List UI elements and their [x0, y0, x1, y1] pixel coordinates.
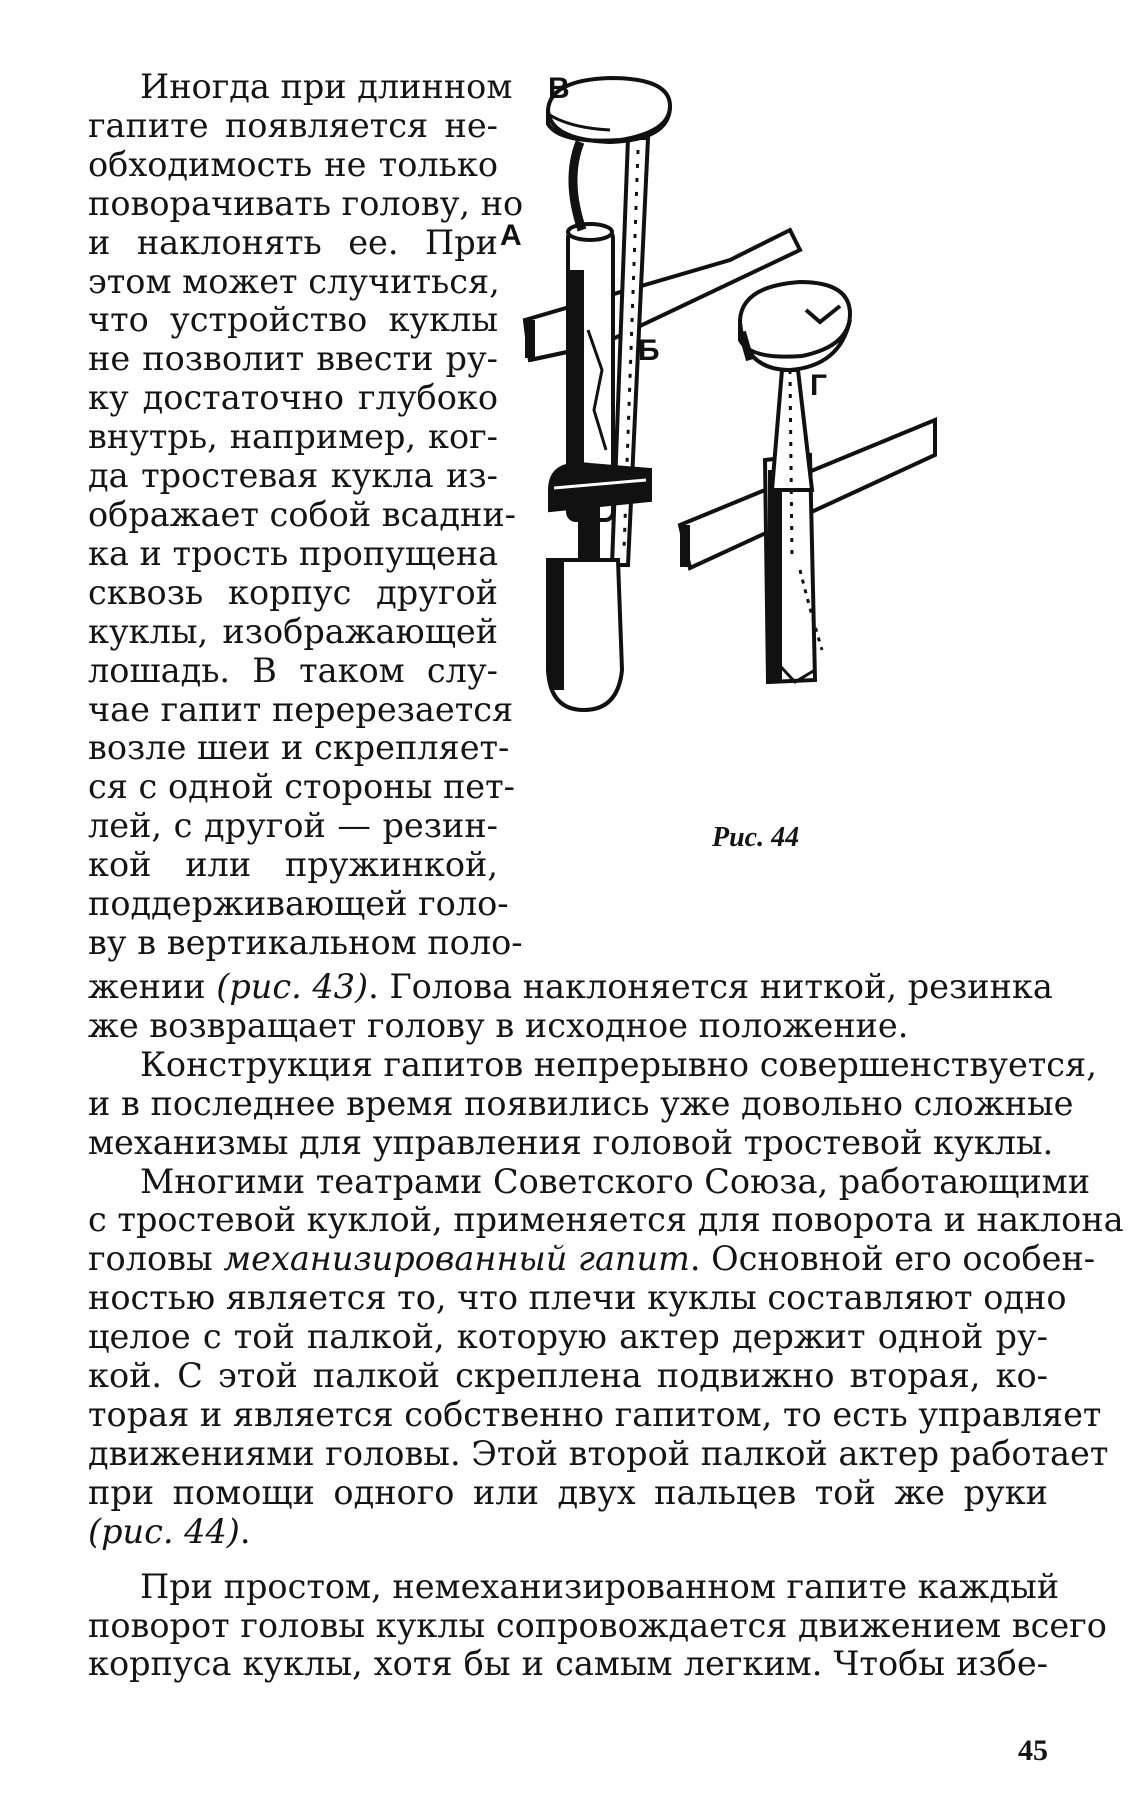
text-line: лошадь. В таком слу-	[88, 650, 498, 690]
text-line: сквозь корпус другой	[88, 572, 498, 612]
text-line: кой или пружинкой,	[88, 845, 498, 885]
text-line: внутрь, например, ког-	[88, 417, 498, 457]
text-line: механизмы для управления головой тростевой куклы.	[88, 1122, 1054, 1162]
full-width-text	[88, 967, 1124, 1684]
text-line: возле шеи и скрепляет-	[88, 728, 510, 768]
label-g: Г	[810, 369, 828, 402]
mechanism-right	[680, 282, 935, 682]
text-line: Конструкция гапитов непрерывно совершенствуется,	[140, 1044, 1097, 1084]
emphasis-term: механизированный гапит	[223, 1239, 690, 1279]
paragraph-2	[88, 1044, 1097, 1163]
text-line: Многими театрами Советского Союза, работающими	[140, 1161, 1091, 1201]
text-line: гапите появляется не-	[88, 105, 498, 145]
text-line: корпуса куклы, хотя бы и самым легким. Чтобы избе-	[88, 1644, 1048, 1684]
page-number: 45	[1018, 1734, 1048, 1767]
text-line: при помощи одного или двух пальцев той же руки	[88, 1472, 1048, 1512]
paragraph-4	[88, 1566, 1107, 1685]
label-a: А	[500, 219, 522, 252]
text-line: же возвращает голову в исходное положение.	[88, 1005, 909, 1045]
text-line: движениями головы. Этой второй палкой актер работает	[88, 1433, 1109, 1473]
text-line: что устройство куклы	[88, 300, 498, 340]
paragraph-3	[88, 1161, 1124, 1552]
text-line: поворачивать голову, но	[88, 183, 524, 223]
text-line: лей, с другой — резин-	[88, 806, 498, 846]
figure-44-illustration	[500, 70, 1040, 830]
text-line: головы механизированный гапит. Основной его особен-	[88, 1239, 1096, 1279]
paragraph-gap	[88, 1552, 1048, 1568]
figure-reference: (рис. 43)	[216, 967, 369, 1006]
text-line: и наклонять ее. При	[88, 222, 498, 262]
text-line: торая и является собственно гапитом, то есть управляет	[88, 1394, 1102, 1434]
text-line: ка и трость пропущена	[88, 533, 499, 573]
text-line: При простом, немеханизированном гапите каждый	[140, 1566, 1060, 1606]
text-line: с тростевой куклой, применяется для поворота и наклона	[88, 1200, 1124, 1240]
text-line: и в последнее время появились уже довольно сложные	[88, 1083, 1074, 1123]
text-line: поворот головы куклы сопровождается движением всего	[88, 1605, 1107, 1645]
text-line: да тростевая кукла из-	[88, 456, 498, 496]
mechanism-left	[525, 78, 800, 710]
text-line: ностью является то, что плечи куклы составляют одно	[88, 1278, 1067, 1318]
figure-caption: Рис. 44	[712, 822, 800, 853]
text-line: кой. С этой палкой скреплена подвижно вторая, ко-	[88, 1356, 1048, 1396]
text-line: ву в вертикальном поло-	[88, 922, 523, 962]
text-line: ку достаточно глубоко	[88, 378, 498, 418]
text-line: жении (рис. 43). Голова наклоняется ниткой, резинка	[88, 967, 1053, 1006]
text-line: (рис. 44).	[88, 1511, 251, 1551]
text-line: поддерживающей голо-	[88, 884, 509, 924]
text-line: ображает собой всадни-	[88, 494, 516, 534]
text-line: целое с той палкой, которую актер держит одной ру-	[88, 1317, 1048, 1357]
label-b: Б	[638, 334, 660, 367]
text-line: обходимость не только	[88, 144, 498, 184]
text-line: Иногда при длинном	[140, 67, 513, 106]
text-line: этом может случиться,	[88, 261, 500, 301]
text-line: чае гапит перерезается	[88, 689, 514, 729]
text-line: ся с одной стороны пет-	[88, 767, 515, 807]
label-v: В	[548, 72, 570, 105]
text-line: куклы, изображающей	[88, 611, 498, 651]
figure-reference: (рис. 44)	[88, 1511, 240, 1551]
text-line: не позволит ввести ру-	[88, 339, 498, 379]
paragraph-1	[88, 67, 524, 963]
paragraph-1-continued	[88, 967, 1053, 1046]
